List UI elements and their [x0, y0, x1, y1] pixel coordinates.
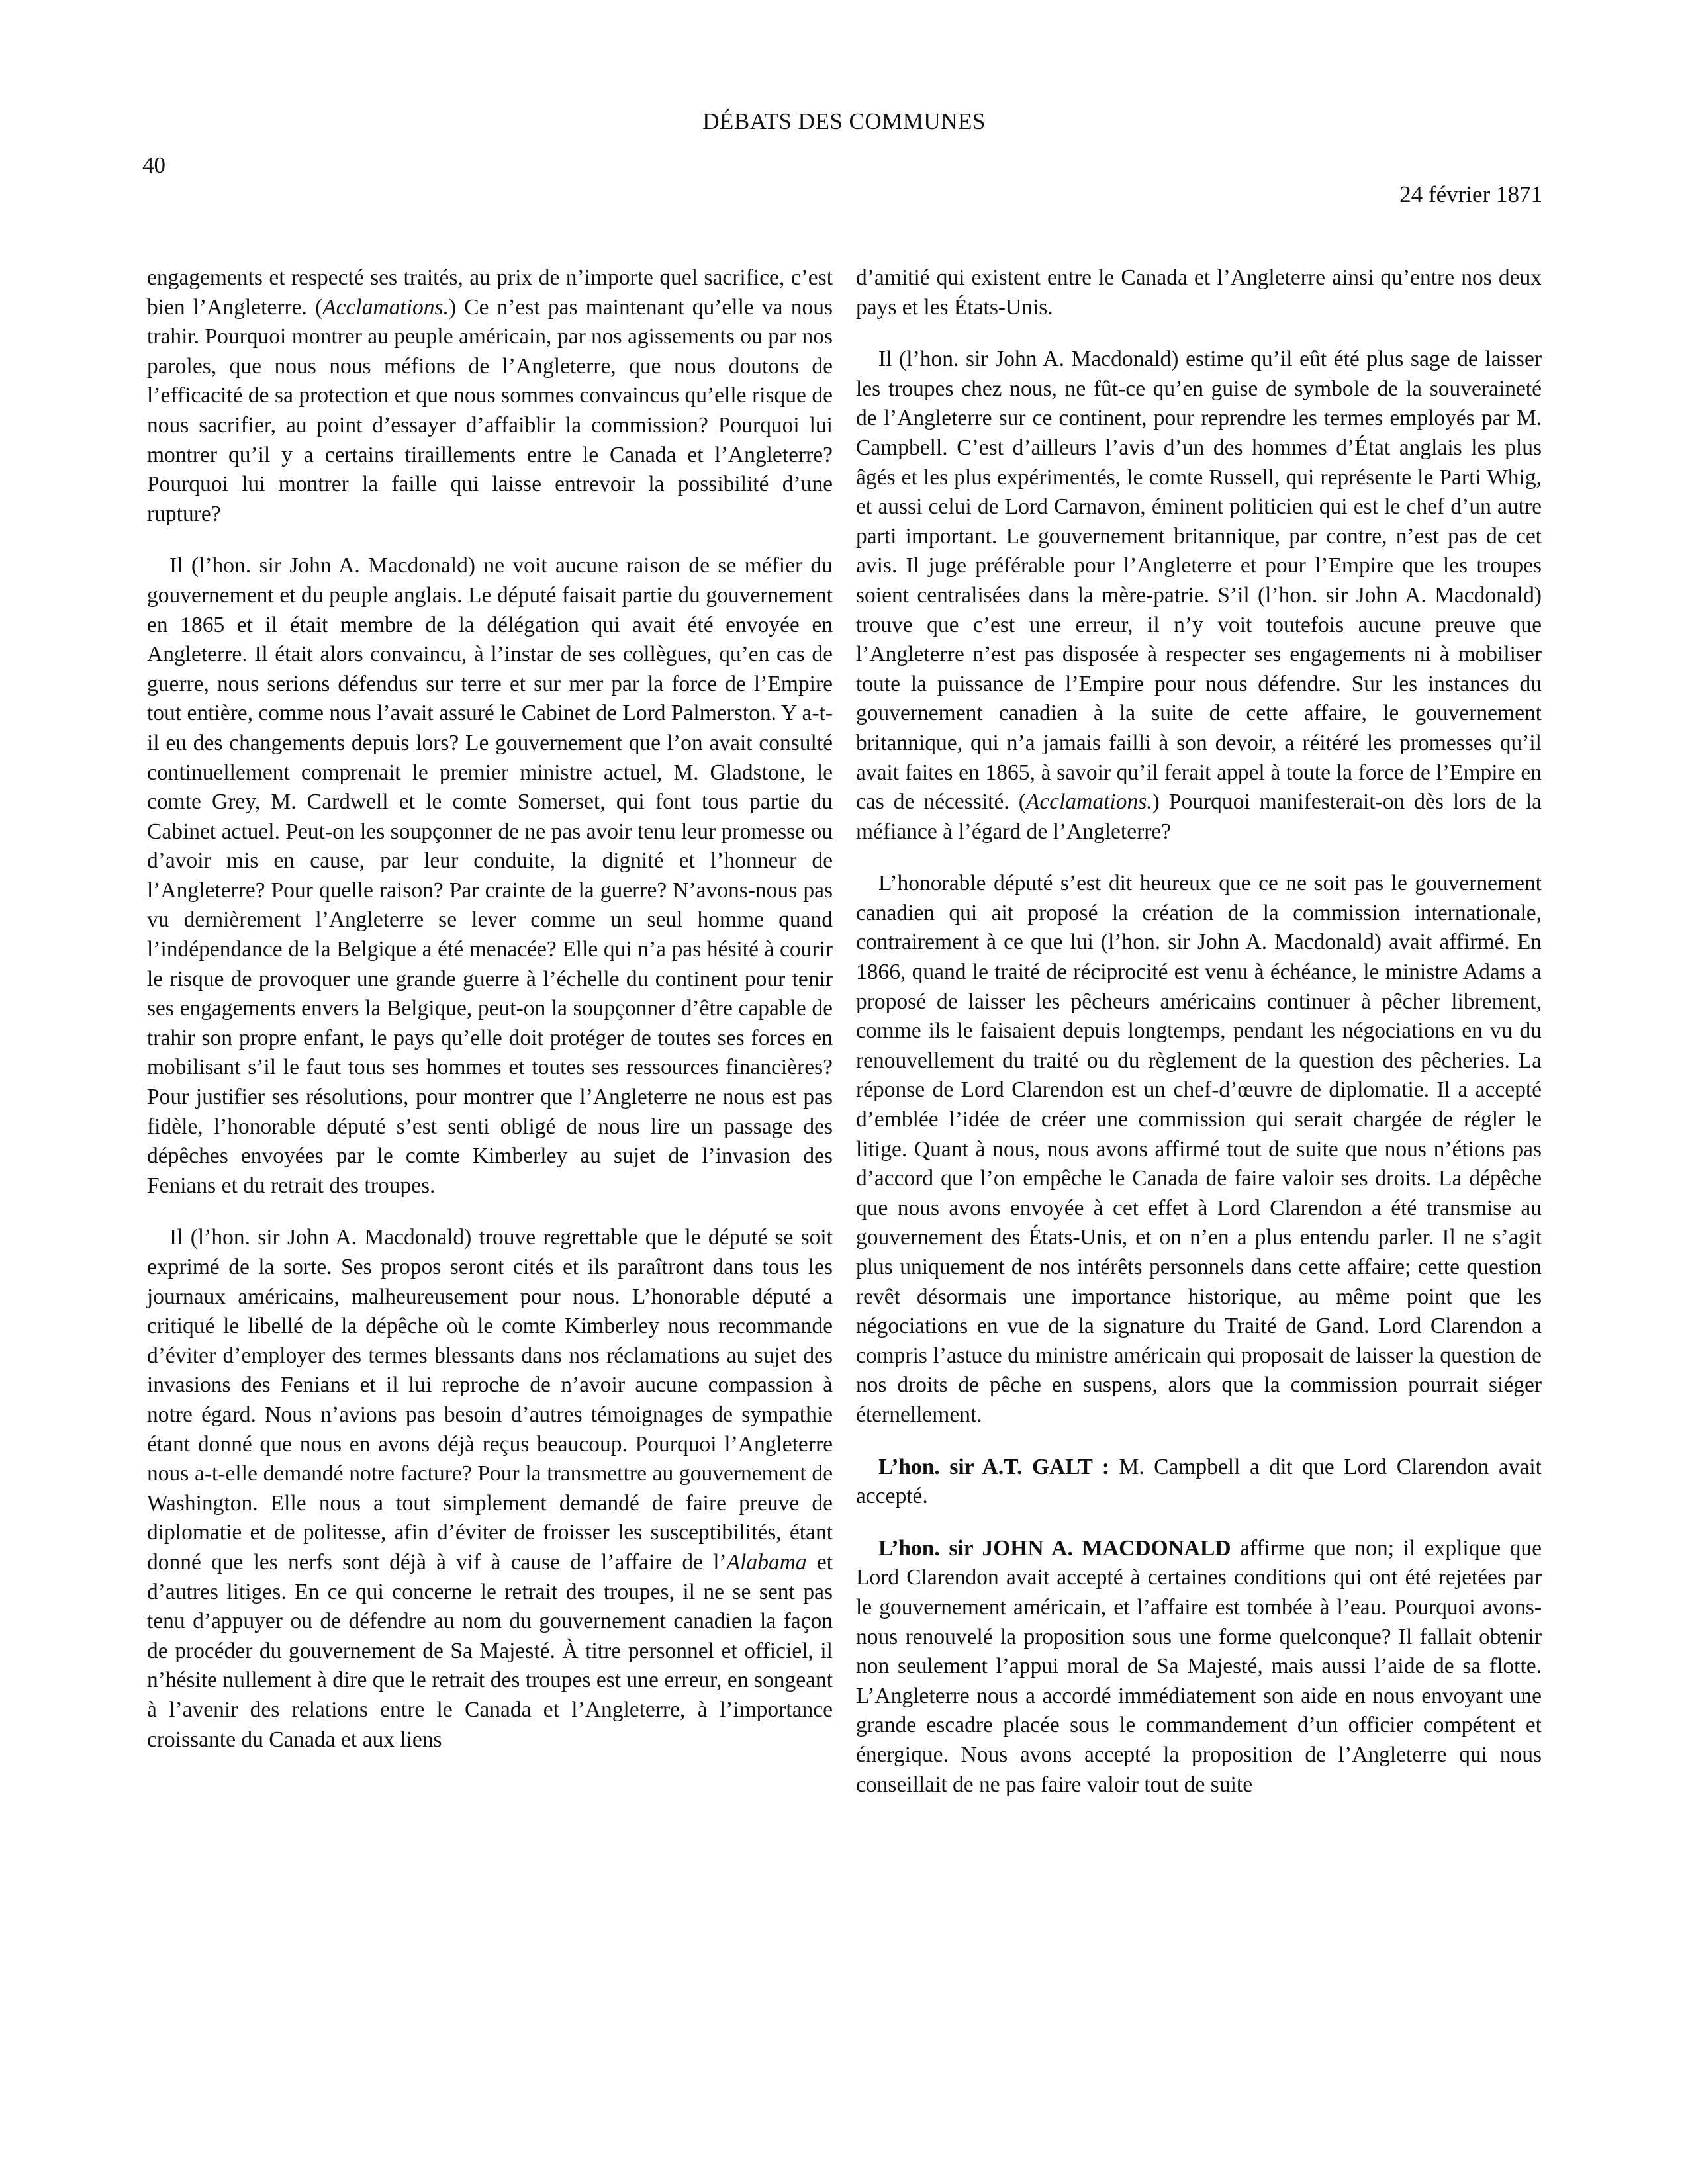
- paragraph-text: Il (l’hon. sir John A. Macdonald) trouve regrettable que le député se soit exprimé de la sorte. Ses propos seront cités et ils paraîtront dans tous les journaux américains, malheureusement pour nous. L’honorable député a critiqué le libellé de la dépêche où le comte Kimberley nous recommande d’éviter d’employer des termes blessants dans nos réclamations au sujet des invasions des Fenians et il lui reproche de n’avoir aucune compassion à notre égard. Nous n’avions pas besoin d’autres témoignages de sympathie étant donné que nous en avons déjà reçus beaucoup. Pourquoi l’Angleterre nous a-t-elle demandé notre facture? Pour la transmettre au gouvernement de Washington. Elle nous a tout simplement demandé de faire preuve de diplomatie et de politesse, afin d’éviter de froisser les susceptibilités, étant donné que les nerfs sont déjà à vif à cause de l’affaire de l’: [147, 1225, 833, 1574]
- paragraph: [856, 1534, 1542, 1799]
- paragraph-text: Il (l’hon. sir John A. Macdonald) estime qu’il eût été plus sage de laisser les troupes chez nous, ne fût-ce qu’en guise de symbole de la souveraineté de l’Angleterre sur ce continent, pour reprendre les termes employés par M. Campbell. C’est d’ailleurs l’avis d’un des hommes d’État anglais les plus âgés et les plus expérimentés, le comte Russell, qui représente le Parti Whig, et aussi celui de Lord Carnavon, éminent politicien qui est le chef d’un autre parti important. Le gouvernement britannique, par contre, n’est pas de cet avis. Il juge préférable pour l’Angleterre et pour l’Empire que les troupes soient centralisées dans la mère-patrie. S’il (l’hon. sir John A. Macdonald) trouve que c’est une erreur, il n’y voit toutefois aucune preuve que l’Angleterre n’est pas disposée à respecter ses engagements ni à mobiliser toute la puissance de l’Empire pour nous défendre. Sur les instances du gouvernement canadien à la suite de cette affaire, le gouvernement britannique, qui n’a jamais failli à son devoir, a réitéré les promesses qu’il avait faites en 1865, à savoir qu’il ferait appel à toute la force de l’Empire en cas de nécessité. (: [856, 347, 1542, 815]
- paragraph-text: affirme que non; il explique que Lord Clarendon avait accepté à certaines conditions qui ont été rejetées par le gouvernement américain, et l’affaire est tombée à l’eau. Pourquoi avons-nous renouvelé la proposition sous une forme quelconque? Il fallait obtenir non seulement l’appui moral de Sa Majesté, mais aussi l’aide de sa flotte. L’Angleterre nous a accordé immédiatement son aide en nous envoyant une grande escadre placée sous le commandement d’un officier compétent et énergique. Nous avons accepté la proposition de l’Angleterre qui nous conseillait de ne pas faire valoir tout de suite: [856, 1535, 1542, 1797]
- paragraph: [147, 263, 833, 529]
- italic-text: Alabama: [726, 1549, 807, 1574]
- page-number: 40: [142, 152, 165, 178]
- page-date: 24 février 1871: [1399, 181, 1542, 207]
- speaker-name: L’hon. sir JOHN A. MACDONALD: [878, 1535, 1231, 1561]
- paragraph: [856, 1453, 1542, 1512]
- left-column: [147, 263, 833, 1777]
- right-column: [856, 263, 1542, 1822]
- paragraph: [856, 345, 1542, 846]
- italic-text: Acclamations.: [1025, 790, 1152, 815]
- speaker-name: L’hon. sir A.T. GALT :: [878, 1454, 1109, 1479]
- paragraph-text: et d’autres litiges. En ce qui concerne le retrait des troupes, il ne se sent pas tenu d’appuyer ou de défendre au nom du gouvernement canadien la façon de procéder du gouvernement de Sa Majesté. À titre personnel et officiel, il n’hésite nullement à dire que le retrait des troupes est une erreur, en songeant à l’avenir des relations entre le Canada et l’Angleterre, à l’importance croissante du Canada et aux liens: [147, 1549, 833, 1752]
- paragraph-text: M. Campbell a dit que Lord Clarendon avait accepté.: [856, 1454, 1542, 1509]
- paragraph: [147, 1223, 833, 1754]
- paragraph-text: ) Pourquoi manifesterait-on dès lors de la méfiance à l’égard de l’Angleterre?: [856, 790, 1542, 844]
- paragraph-text: ) Ce n’est pas maintenant qu’elle va nous trahir. Pourquoi montrer au peuple américain, par nos agissements ou par nos paroles, que nous nous méfions de l’Angleterre, que nous doutons de l’efficacité de sa protection et que nous sommes convaincus qu’elle risque de nous sacrifier, au point d’essayer d’affaiblir la commission? Pourquoi lui montrer qu’il y a certains tiraillements entre le Canada et l’Angleterre? Pourquoi lui montrer la faille qui laisse entrevoir la possibilité d’une rupture?: [147, 295, 833, 526]
- paragraph: d’amitié qui existent entre le Canada et l’Angleterre ainsi qu’entre nos deux pays et les États-Unis.: [856, 265, 1542, 320]
- paragraph: L’honorable député s’est dit heureux que ce ne soit pas le gouvernement canadien qui ait proposé la création de la commission internationale, contrairement à ce que lui (l’hon. sir John A. Macdonald) avait affirmé. En 1866, quand le traité de réciprocité est venu à échéance, le ministre Adams a proposé de laisser les pêcheurs américains continuer à pêcher librement, comme ils le faisaient depuis longtemps, pendant les négociations en vu du renouvellement du traité ou du règlement de la question des pêcheries. La réponse de Lord Clarendon est un chef-d’œuvre de diplomatie. Il a accepté d’emblée l’idée de créer une commission qui serait chargée de régler le litige. Quant à nous, nous avons affirmé tout de suite que nous n’étions pas d’accord que l’on empêche le Canada de faire valoir ses droits. La dépêche que nous avons envoyée à cet effet à Lord Clarendon a été transmise au gouvernement des États-Unis, et on n’en a plus entendu parler. Il ne s’agit plus uniquement de nos intérêts personnels dans cette affaire; cette question revêt désormais une importance historique, au même point que les négociations en vue de la signature du Traité de Gand. Lord Clarendon a compris l’astuce du ministre américain qui proposait de laisser la question de nos droits de pêche en suspens, alors que la commission pourrait siéger éternellement.: [856, 871, 1542, 1427]
- paragraph-text: engagements et respecté ses traités, au prix de n’importe quel sacrifice, c’est bien l’Angleterre. (: [147, 265, 833, 320]
- paragraph: Il (l’hon. sir John A. Macdonald) ne voit aucune raison de se méfier du gouvernement et du peuple anglais. Le député faisait partie du gouvernement en 1865 et il était membre de la délégation qui avait été envoyée en Angleterre. Il était alors convaincu, à l’instar de ses collègues, qu’en cas de guerre, nous serions défendus sur terre et sur mer par la force de l’Empire tout entière, comme nous l’avait assuré le Cabinet de Lord Palmerston. Y a-t-il eu des changements depuis lors? Le gouvernement que l’on avait consulté continuellement comprenait le premier ministre actuel, M. Gladstone, le comte Grey, M. Cardwell et le comte Somerset, qui font tous partie du Cabinet actuel. Peut-on les soupçonner de ne pas avoir tenu leur promesse ou d’avoir mis en cause, par leur conduite, la dignité et l’honneur de l’Angleterre? Pour quelle raison? Par crainte de la guerre? N’avons-nous pas vu dernièrement l’Angleterre se lever comme un seul homme quand l’indépendance de la Belgique a été menacée? Elle qui n’a pas hésité à courir le risque de provoquer une grande guerre à l’échelle du continent pour tenir ses engagements envers la Belgique, peut-on la soupçonner d’être capable de trahir son propre enfant, le pays qu’elle doit protéger de toutes ses forces en mobilisant s’il le faut tous ses hommes et toutes ses ressources financières? Pour justifier ses résolutions, pour montrer que l’Angleterre ne nous est pas fidèle, l’honorable député s’est senti obligé de nous lire un passage des dépêches envoyées par le comte Kimberley au sujet de l’invasion des Fenians et du retrait des troupes.: [147, 553, 833, 1198]
- italic-text: Acclamations.: [322, 295, 449, 320]
- running-header: DÉBATS DES COMMUNES: [702, 109, 986, 134]
